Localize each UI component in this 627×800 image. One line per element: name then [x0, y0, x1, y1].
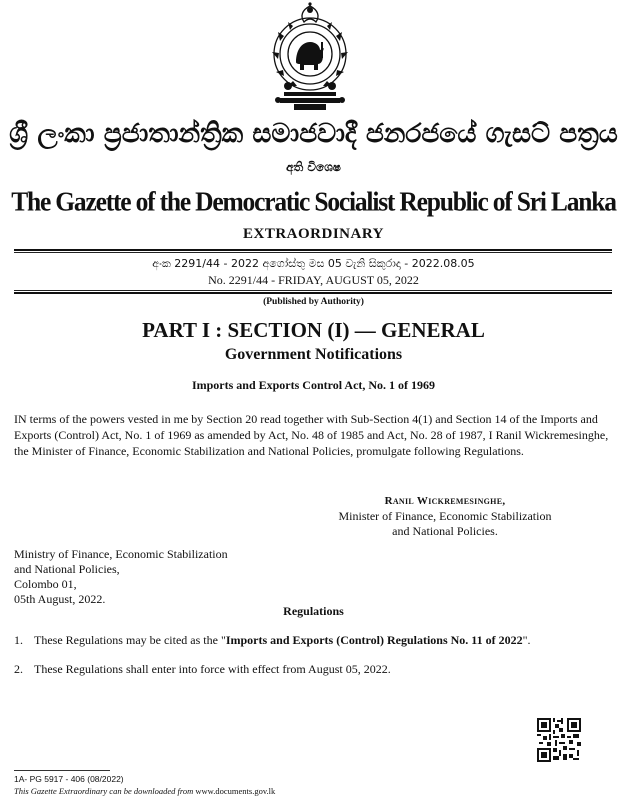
signatory-title-line-2: and National Policies.: [392, 524, 498, 538]
published-by-authority: (Published by Authority): [263, 297, 364, 307]
part-heading: PART I : SECTION (I) — GENERAL: [142, 318, 485, 342]
signatory-title: [300, 509, 590, 539]
national-emblem: [258, 2, 362, 112]
header-divider-top: [14, 249, 612, 251]
extraordinary-label: EXTRAORDINARY: [243, 226, 384, 242]
ministry-address-line: Colombo 01,: [14, 577, 77, 591]
regulation-text-end: ".: [522, 633, 531, 647]
sinhala-extraordinary-label: අති විශෙෂ: [286, 160, 341, 174]
act-heading: Imports and Exports Control Act, No. 1 of 1969: [191, 378, 436, 392]
regulation-text: These Regulations may be cited as the ": [34, 633, 226, 647]
qr-code: [537, 718, 581, 762]
english-gazette-title: The Gazette of the Democratic Socialist Republic of Sri Lanka: [11, 185, 616, 218]
regulation-number: 2.: [14, 662, 23, 676]
header-divider-bottom: [14, 292, 612, 294]
footer-download-link[interactable]: www.documents.gov.lk: [195, 786, 276, 796]
ministry-address-line: 05th August, 2022.: [14, 592, 106, 606]
regulations-heading: Regulations: [283, 604, 344, 618]
footer-download-text: This Gazette Extraordinary can be downloaded from: [14, 786, 196, 796]
regulation-item: [14, 662, 614, 677]
sinhala-gazette-title: ශ්‍රී ලංකා ප්‍රජාතාන්ත්‍රික සමාජවාදී ජනරජයේ ගැසට් පත්‍රය: [9, 118, 618, 149]
header-divider-bottom-thin: [14, 290, 612, 291]
ministry-address-line: Ministry of Finance, Economic Stabilization: [14, 547, 228, 561]
body-paragraph: IN terms of the powers vested in me by Section 20 read together with Sub-Section 4(1) and Section 14 of the Imports and Exports (Control) Act, No. 1 of 1969 as amended by Act, No. 48 of 1985 and Act, No. 28 of 1987, I Ranil Wickremesinghe, the Minister of Finance, Economic Stabilization and National Policies, promulgate following Regulations.: [14, 412, 609, 458]
footer-print-code: 1A- PG 5917 - 406 (08/2022): [14, 774, 124, 784]
ministry-address-line: and National Policies,: [14, 562, 120, 576]
regulation-title: Imports and Exports (Control) Regulations No. 11 of 2022: [225, 633, 523, 647]
ministry-address: [14, 547, 274, 607]
footer-divider: [14, 770, 110, 771]
regulation-item: [14, 633, 614, 648]
regulation-text: These Regulations shall enter into force with effect from August 05, 2022.: [34, 662, 391, 676]
signatory-title-line-1: Minister of Finance, Economic Stabilization: [338, 509, 552, 523]
section-heading: Government Notifications: [224, 346, 403, 363]
footer-download-note: [14, 786, 275, 796]
regulation-number: 1.: [14, 633, 23, 647]
issue-number-sinhala: අංක 2291/44 - 2022 අගෝස්තු මස 05 වැනි සිකුරාදා - 2022.08.05: [152, 257, 475, 270]
issue-number-english: No. 2291/44 - FRIDAY, AUGUST 05, 2022: [208, 273, 419, 287]
header-divider-top-thin: [14, 252, 612, 253]
signatory-name: Ranil Wickremesinghe,: [384, 495, 506, 507]
